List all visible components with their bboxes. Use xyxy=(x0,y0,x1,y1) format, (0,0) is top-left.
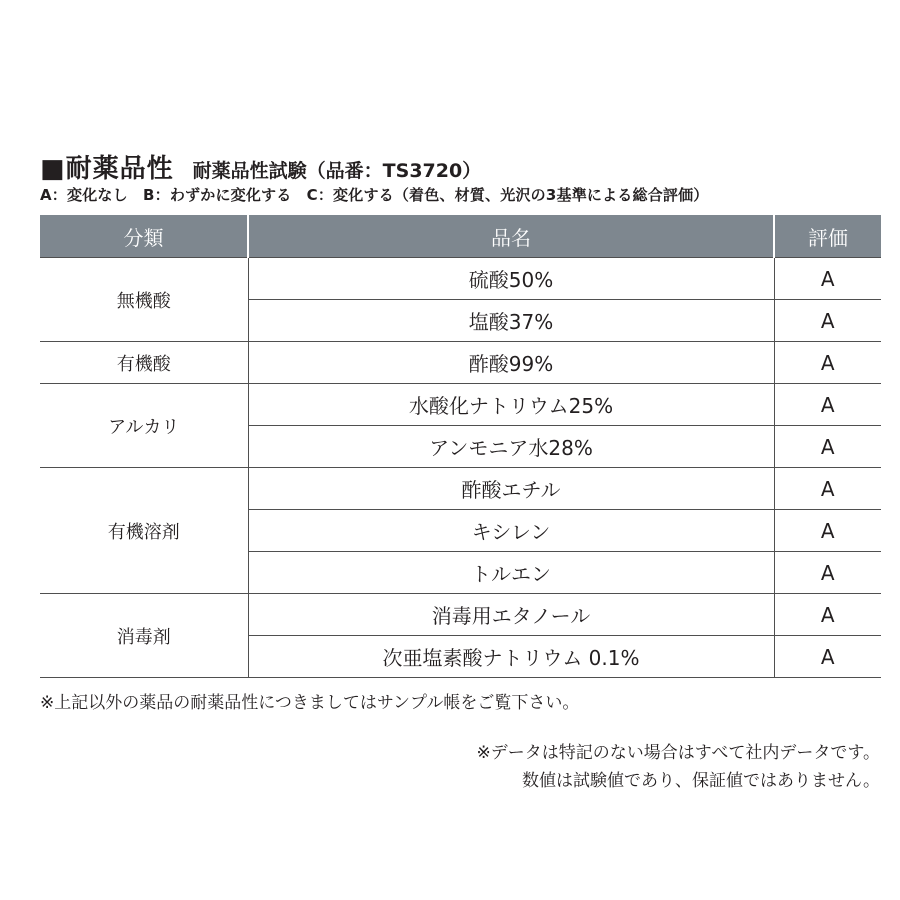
table-row xyxy=(40,468,881,510)
rating-cell: A xyxy=(774,384,881,426)
product-cell: アンモニア水28% xyxy=(248,426,774,468)
category-cell: 有機溶剤 xyxy=(40,468,248,594)
table-header-row xyxy=(40,215,881,258)
header-product: 品名 xyxy=(248,215,774,258)
category-cell: 消毒剤 xyxy=(40,594,248,678)
rating-cell: A xyxy=(774,468,881,510)
rating-cell: A xyxy=(774,552,881,594)
product-cell: 次亜塩素酸ナトリウム 0.1% xyxy=(248,636,774,678)
product-cell: トルエン xyxy=(248,552,774,594)
chemical-resistance-table xyxy=(40,215,881,678)
header-category: 分類 xyxy=(40,215,248,258)
product-cell: キシレン xyxy=(248,510,774,552)
rating-legend: A：変化なし B：わずかに変化する C：変化する（着色、材質、光沢の3基準による総合評価） xyxy=(40,186,709,204)
table-row xyxy=(40,594,881,636)
table-row xyxy=(40,342,881,384)
category-cell: アルカリ xyxy=(40,384,248,468)
product-cell: 水酸化ナトリウム25% xyxy=(248,384,774,426)
table-row xyxy=(40,384,881,426)
table-row xyxy=(40,258,881,300)
rating-cell: A xyxy=(774,258,881,300)
product-cell: 塩酸37% xyxy=(248,300,774,342)
in-house-data-note: ※データは特記のない場合はすべて社内データです。 xyxy=(476,743,880,763)
rating-cell: A xyxy=(774,342,881,384)
header-rating: 評価 xyxy=(774,215,881,258)
rating-cell: A xyxy=(774,510,881,552)
rating-cell: A xyxy=(774,636,881,678)
section-title xyxy=(40,148,481,185)
test-values-note: 数値は試験値であり、保証値ではありません。 xyxy=(521,771,880,791)
rating-cell: A xyxy=(774,300,881,342)
category-cell: 無機酸 xyxy=(40,258,248,342)
sample-book-note: ※上記以外の薬品の耐薬品性につきましてはサンプル帳をご覧下さい。 xyxy=(40,693,580,713)
category-cell: 有機酸 xyxy=(40,342,248,384)
product-cell: 消毒用エタノール xyxy=(248,594,774,636)
product-cell: 酢酸エチル xyxy=(248,468,774,510)
test-subtitle: 耐薬品性試験（品番：TS3720） xyxy=(192,160,482,182)
rating-cell: A xyxy=(774,426,881,468)
rating-cell: A xyxy=(774,594,881,636)
page-title: ■耐薬品性 xyxy=(40,154,174,184)
product-cell: 酢酸99% xyxy=(248,342,774,384)
product-cell: 硫酸50% xyxy=(248,258,774,300)
